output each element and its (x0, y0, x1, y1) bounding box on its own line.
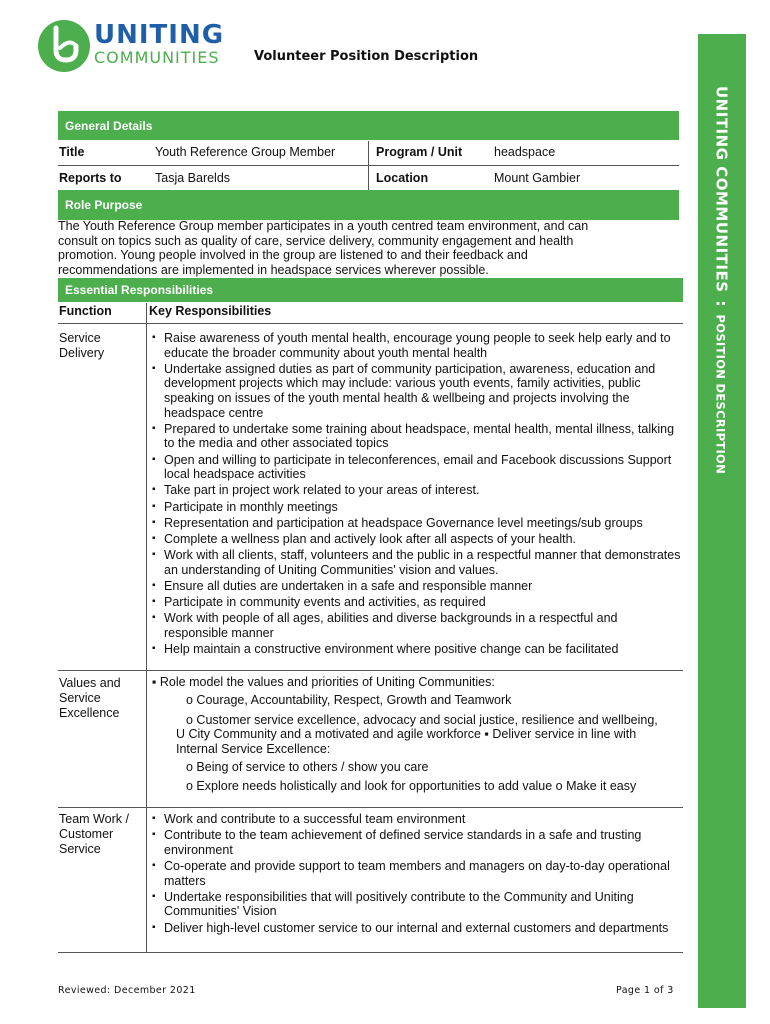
program-label: Program / Unit (376, 145, 463, 159)
list-item: ▪ Undertake responsibilities that will positively contribute to the Community and Uniting Communities' Vision (152, 890, 682, 919)
function-label-line: Service (59, 691, 101, 705)
list-item: ▪ Ensure all duties are undertaken in a safe and responsible manner (152, 579, 682, 594)
divider (58, 952, 683, 953)
divider (58, 323, 683, 324)
purpose-line: recommendations are implemented in headspace services wherever possible. (58, 262, 489, 277)
values-line: ▪ Role model the values and priorities of Uniting Communities: (152, 675, 495, 689)
list-item: ▪ Participate in community events and activities, as required (152, 595, 682, 610)
general-details-header: General Details (58, 111, 679, 140)
reports-to-label: Reports to (59, 171, 122, 185)
list-item: ▪ Prepared to undertake some training about headspace, mental health, mental illness, talking to the media and other associated topics (152, 422, 682, 451)
list-item: ▪ Raise awareness of youth mental health, encourage young people to seek help early and to educate the broader community about youth mental health (152, 331, 682, 360)
function-label-line: Excellence (59, 706, 120, 720)
purpose-line: consult on topics such as quality of care, service delivery, community engagement and health (58, 233, 574, 248)
list-item: ▪ Take part in project work related to your areas of interest. (152, 483, 682, 498)
essential-responsibilities-header: Essential Responsibilities (58, 278, 683, 302)
document-title: Volunteer Position Description (254, 49, 479, 64)
list-item: ▪ Work with people of all ages, abilities and diverse backgrounds in a respectful and responsible manner (152, 611, 682, 640)
divider (368, 141, 369, 190)
values-line: o Explore needs holistically and look for opportunities to add value o Make it easy (186, 778, 637, 793)
function-label-line: Delivery (59, 346, 105, 360)
values-line: Internal Service Excellence: (176, 742, 331, 757)
logo-line2: COMMUNITIES (94, 48, 220, 67)
list-item: ▪ Undertake assigned duties as part of community participation, awareness, education and development projects which may include: various youth events, family activities, public speaking on issues of the youth mental health & wellbeing and projects involving the headspace centre (152, 362, 682, 420)
logo-mark-icon (36, 18, 92, 74)
location-label: Location (376, 171, 429, 185)
sidebar-separator: : (712, 300, 731, 307)
title-value: Youth Reference Group Member (155, 145, 336, 159)
reviewed-date: Reviewed: December 2021 (58, 985, 196, 996)
list-item: ▪ Complete a wellness plan and actively look after all aspects of your health. (152, 532, 682, 547)
purpose-line: The Youth Reference Group member participates in a youth centred team environment, and can (58, 219, 589, 233)
sidebar-text-primary: UNITING COMMUNITIES (712, 86, 731, 293)
function-label-line: Customer (59, 827, 114, 841)
program-value: headspace (494, 145, 556, 159)
divider (58, 807, 683, 808)
title-label: Title (59, 145, 85, 159)
role-purpose-header: Role Purpose (58, 190, 679, 220)
purpose-line: promotion. Young people involved in the group are listened to and their feedback and (58, 248, 528, 263)
values-text (152, 675, 682, 794)
list-item: ▪ Work and contribute to a successful team environment (152, 812, 682, 827)
key-responsibilities-column-header: Key Responsibilities (149, 304, 272, 318)
function-label-line: Values and (59, 676, 121, 690)
teamwork-list (152, 812, 682, 937)
sidebar-banner (698, 34, 746, 1008)
list-item: ▪ Help maintain a constructive environment where positive change can be facilitated (152, 642, 682, 657)
function-teamwork (59, 812, 129, 857)
list-item: ▪ Co-operate and provide support to team members and managers on day-to-day operational matters (152, 859, 682, 888)
values-line: o Customer service excellence, advocacy and social justice, resilience and wellbeing, (186, 712, 658, 727)
values-line: o Courage, Accountability, Respect, Growth and Teamwork (186, 692, 512, 707)
list-item: ▪ Contribute to the team achievement of defined service standards in a safe and trusting environment (152, 828, 682, 857)
reports-to-value: Tasja Barelds (155, 171, 231, 185)
divider (146, 303, 147, 952)
function-values (59, 676, 121, 721)
list-item: ▪ Work with all clients, staff, volunteers and the public in a respectful manner that demonstrates an understanding of Uniting Communities' vision and values. (152, 548, 682, 577)
page-number: Page 1 of 3 (616, 985, 674, 996)
list-item: ▪ Open and willing to participate in teleconferences, email and Facebook discussions Support local headspace activities (152, 453, 682, 482)
values-line: o Being of service to others / show you care (186, 759, 429, 774)
list-item: ▪ Deliver high-level customer service to our internal and external customers and departments (152, 921, 682, 936)
sidebar-text-secondary: POSITION DESCRIPTION (713, 314, 728, 475)
role-purpose-text (58, 219, 638, 277)
function-label-line: Service (59, 331, 101, 345)
function-column-header: Function (59, 304, 112, 318)
uniting-communities-logo (36, 18, 236, 74)
location-value: Mount Gambier (494, 171, 581, 185)
values-line: U City Community and a motivated and agile workforce ▪ Deliver service in line with (176, 727, 637, 742)
logo-line1: UNITING (94, 20, 225, 50)
function-label-line: Service (59, 842, 101, 856)
list-item: ▪ Participate in monthly meetings (152, 500, 682, 515)
function-service-delivery (59, 331, 104, 361)
divider (58, 670, 683, 671)
list-item: ▪ Representation and participation at headspace Governance level meetings/sub groups (152, 516, 682, 531)
function-label-line: Team Work / (59, 812, 129, 826)
service-delivery-list (152, 331, 682, 658)
